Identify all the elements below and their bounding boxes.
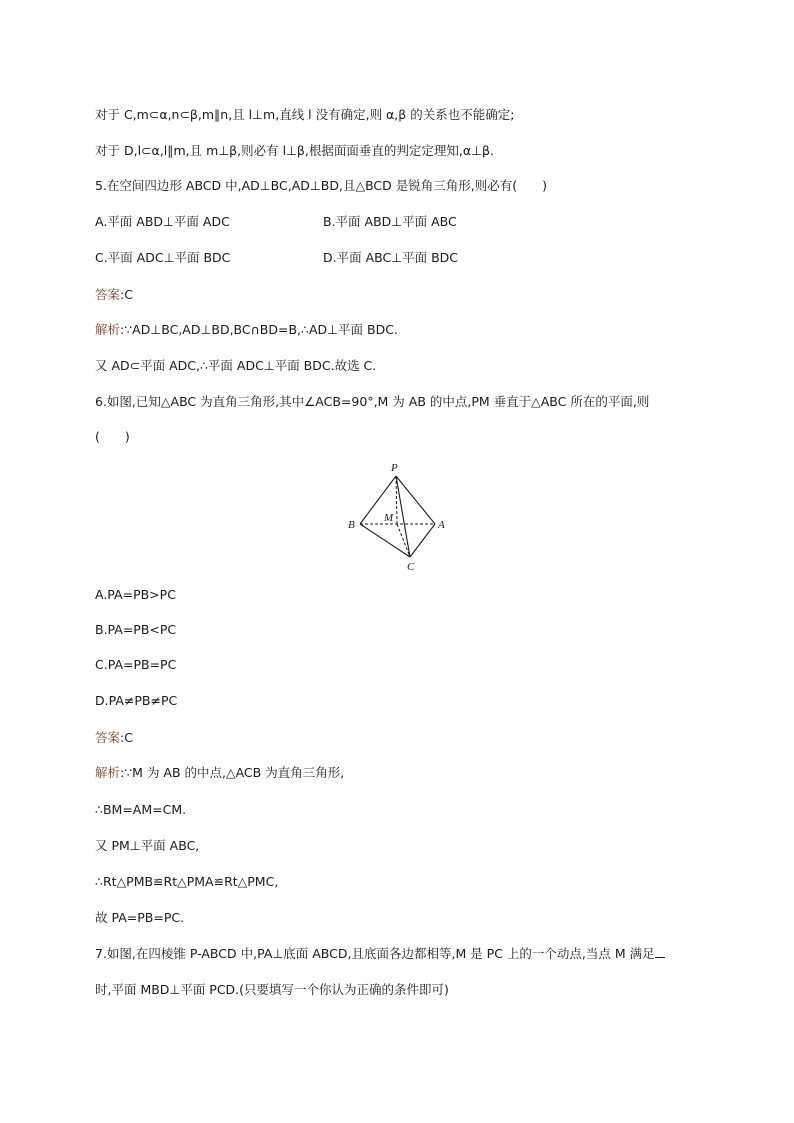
analysis-text: :∵M 为 AB 的中点,△ACB 为直角三角形, bbox=[120, 765, 345, 780]
analysis-text: :∵AD⊥BC,AD⊥BD,BC∩BD=B,∴AD⊥平面 BDC. bbox=[120, 322, 398, 337]
question-5: 5.在空间四边形 ABCD 中,AD⊥BC,AD⊥BD,且△BCD 是锐角三角形,则必有( ) bbox=[95, 178, 547, 193]
edge-mc-hidden bbox=[397, 524, 410, 557]
edge-ac bbox=[410, 524, 435, 557]
label-c: C bbox=[407, 561, 415, 573]
q5-analysis bbox=[95, 321, 398, 339]
label-b: B bbox=[348, 519, 355, 531]
edge-pc bbox=[396, 476, 410, 557]
q6-answer bbox=[95, 729, 133, 747]
edge-pa bbox=[396, 476, 435, 524]
q6-option-c: C.PA=PB=PC bbox=[95, 657, 177, 672]
q5-option-d: D.平面 ABC⊥平面 BDC bbox=[323, 250, 458, 265]
q6-analysis-2: ∴BM=AM=CM. bbox=[95, 802, 187, 817]
q6-option-b: B.PA=PB<PC bbox=[95, 622, 177, 637]
pyramid-figure bbox=[340, 458, 452, 578]
fill-blank bbox=[655, 947, 665, 958]
label-m: M bbox=[384, 512, 394, 524]
edge-bc bbox=[360, 524, 410, 557]
line-q4-c: 对于 C,m⊂α,n⊂β,m∥n,且 l⊥m,直线 l 没有确定,则 α,β 的关系也不能确定; bbox=[95, 107, 515, 122]
answer-value: :C bbox=[120, 730, 133, 745]
answer-label: 答案 bbox=[95, 287, 121, 302]
question-7-line-2: 时,平面 MBD⊥平面 PCD.(只要填写一个你认为正确的条件即可) bbox=[95, 982, 449, 997]
label-p: P bbox=[391, 462, 398, 474]
label-a: A bbox=[438, 519, 445, 531]
answer-label: 答案 bbox=[95, 730, 121, 745]
q7-text: 7.如图,在四棱锥 P-ABCD 中,PA⊥底面 ABCD,且底面各边都相等,M 是 PC 上的一个动点,当点 M 满足 bbox=[95, 946, 655, 961]
q5-answer bbox=[95, 286, 133, 304]
q6-paren: ( ) bbox=[95, 429, 130, 444]
q6-analysis bbox=[95, 764, 344, 782]
q6-analysis-4: ∴Rt△PMB≌Rt△PMA≌Rt△PMC, bbox=[95, 874, 279, 889]
question-6: 6.如图,已知△ABC 为直角三角形,其中∠ACB=90°,M 为 AB 的中点,PM 垂直于△ABC 所在的平面,则 bbox=[95, 394, 650, 409]
line-q4-d: 对于 D,l⊂α,l∥m,且 m⊥β,则必有 l⊥β,根据面面垂直的判定定理知,α⊥β. bbox=[95, 143, 494, 158]
q5-option-b: B.平面 ABD⊥平面 ABC bbox=[323, 214, 457, 229]
q6-option-a: A.PA=PB>PC bbox=[95, 587, 176, 602]
q5-option-c: C.平面 ADC⊥平面 BDC bbox=[95, 250, 231, 265]
q5-option-a: A.平面 ABD⊥平面 ADC bbox=[95, 214, 230, 229]
q5-analysis-2: 又 AD⊂平面 ADC,∴平面 ADC⊥平面 BDC.故选 C. bbox=[95, 358, 377, 373]
q6-analysis-5: 故 PA=PB=PC. bbox=[95, 910, 185, 925]
answer-value: :C bbox=[120, 287, 133, 302]
question-7 bbox=[95, 945, 665, 963]
q6-analysis-3: 又 PM⊥平面 ABC, bbox=[95, 838, 200, 853]
analysis-label: 解析 bbox=[95, 765, 121, 780]
q6-option-d: D.PA≠PB≠PC bbox=[95, 693, 178, 708]
analysis-label: 解析 bbox=[95, 322, 121, 337]
